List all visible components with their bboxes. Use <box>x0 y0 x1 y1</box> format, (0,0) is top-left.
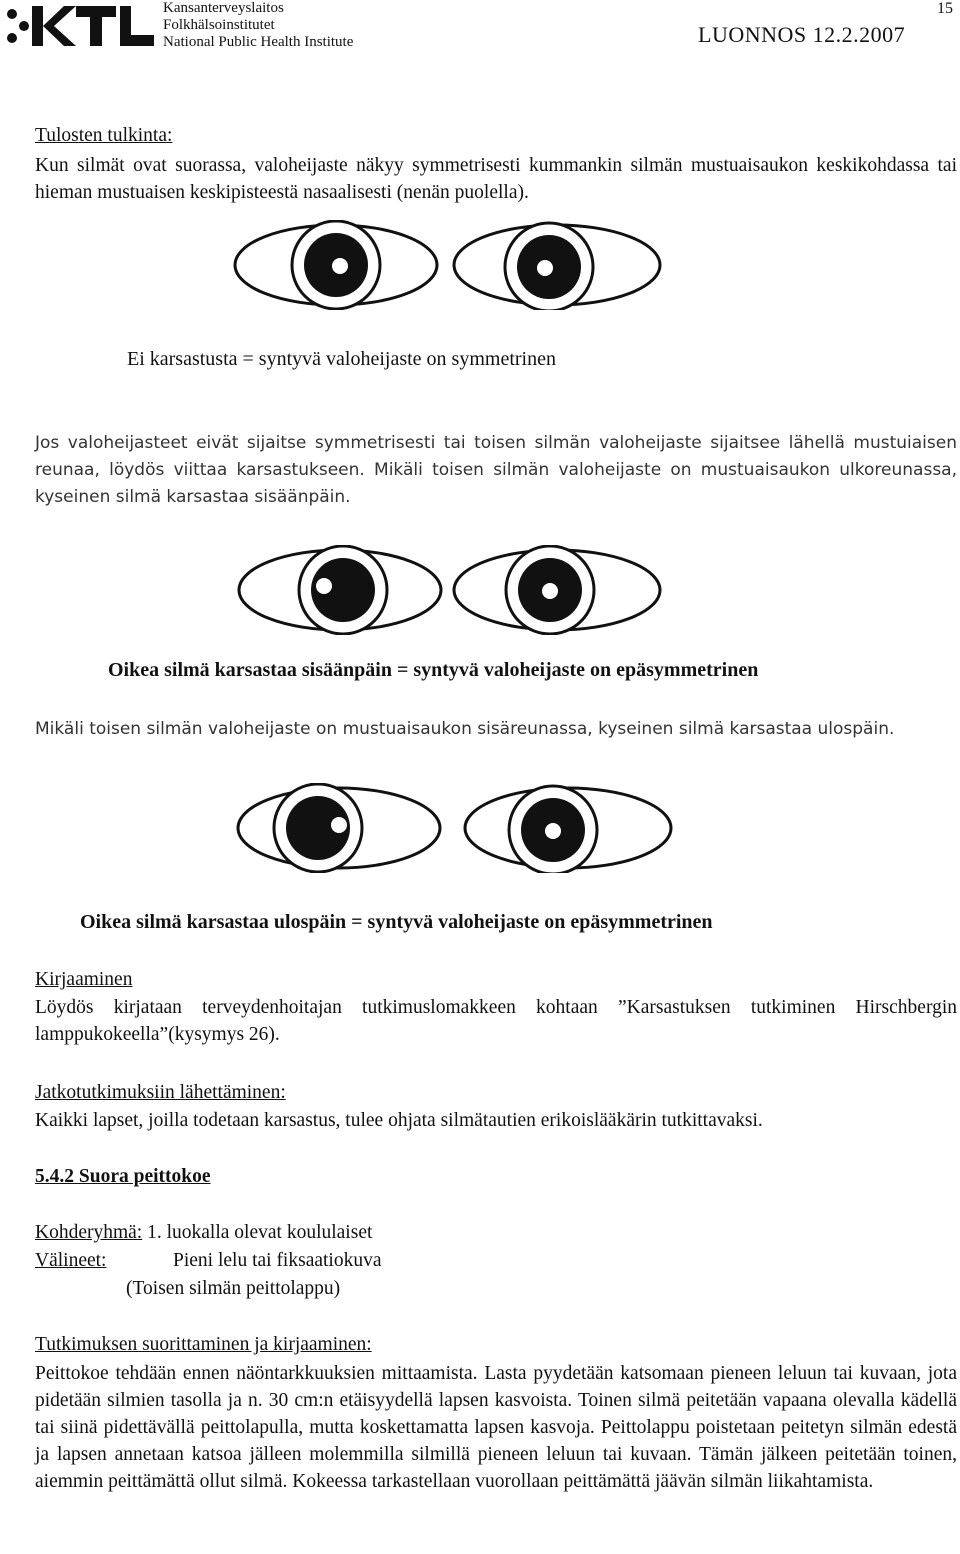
left-eye-icon <box>454 546 660 634</box>
tools-value-secondary: (Toisen silmän peittolappu) <box>126 1278 341 1299</box>
procedure-text: Peittokoe tehdään ennen näöntarkkuuksien mittaamista. Lasta pyydetään katsomaan pieneen leluun tai kuvaan, jota pidetään silmien tasolla ja n. 30 cm:n etäisyydellä lapsen kasvoista. Toinen silmä peitetään vapaana olevalla kädellä tai siinä pidettävällä peittolapulla, mutta koskettamatta lapsen kasvoja. Peittolappu poistetaan peitetyn silmän edestä ja lapsen annetaan katsoa jälleen molemmilla silmillä pieneen leluun tai kuvaan. Tämän jälkeen peitetään toinen, aiemmin peittämättä ollut silmä. Kokeessa tarkastellaan vuorollaan peittämättä jäävän silmän liikahtamista. <box>35 1363 957 1492</box>
procedure-heading: Tutkimuksen suorittaminen ja kirjaaminen: <box>35 1334 372 1355</box>
ktl-logo <box>6 2 158 50</box>
results-text: Kun silmät ovat suorassa, valoheijaste näkyy symmetrisesti kummankin silmän mustuaisaukon keskikohdassa tai hieman mustuaisen keskipisteestä nasaalisesti (nenän puolella). <box>35 155 957 203</box>
eyes-diagram-outward <box>236 783 682 873</box>
referral-heading: Jatkotutkimuksiin lähettäminen: <box>35 1082 286 1103</box>
outward-text: Mikäli toisen silmän valoheijaste on mustuaisaukon sisäreunassa, kyseinen silmä karsastaa ulospäin. <box>35 719 895 739</box>
caption-inward: Oikea silmä karsastaa sisäänpäin = syntyvä valoheijaste on epäsymmetrinen <box>108 659 759 681</box>
target-group <box>35 1219 372 1246</box>
eyes-diagram-symmetric <box>233 220 679 310</box>
institute-name-fi: Kansanterveyslaitos <box>163 0 284 16</box>
target-value: 1. luokalla olevat koululaiset <box>147 1222 373 1243</box>
institute-names <box>163 0 353 51</box>
right-eye-icon <box>239 546 441 634</box>
section-title: 5.4.2 Suora peittokoe <box>35 1166 211 1187</box>
institute-name-en: National Public Health Institute <box>163 34 354 50</box>
caption-symmetric: Ei karsastusta = syntyvä valoheijaste on symmetrinen <box>127 348 556 370</box>
institute-name-sv: Folkhälsoinstitutet <box>163 17 275 33</box>
recording-heading: Kirjaaminen <box>35 969 133 990</box>
recording-text: Löydös kirjataan terveydenhoitajan tutkimuslomakkeen kohtaan ”Karsastuksen tutkiminen Hirschbergin lamppukokeella”(kysymys 26). <box>35 997 957 1045</box>
draft-date: LUONNOS 12.2.2007 <box>698 22 906 47</box>
results-heading: Tulosten tulkinta: <box>35 125 173 146</box>
target-label: Kohderyhmä: <box>35 1222 143 1243</box>
asymmetry-text: Jos valoheijasteet eivät sijaitse symmetrisesti tai toisen silmän valoheijaste sijaitsee lähellä mustuiaisen reunaa, löydös viittaa karsastukseen. Mikäli toisen silmän valoheijaste on mustuaisaukon ulkoreunassa, kyseinen silmä karsastaa sisäänpäin. <box>35 433 957 507</box>
left-eye-icon <box>465 786 671 873</box>
tools-label: Välineet: <box>35 1250 107 1271</box>
left-eye-icon <box>454 223 660 310</box>
tools-value: Pieni lelu tai fiksaatiokuva <box>173 1250 382 1271</box>
right-eye-icon <box>238 784 440 872</box>
eyes-diagram-inward <box>237 545 683 635</box>
right-eye-icon <box>235 221 437 309</box>
caption-outward: Oikea silmä karsastaa ulospäin = syntyvä valoheijaste on epäsymmetrinen <box>80 911 713 933</box>
page-number: 15 <box>937 0 953 17</box>
referral-text: Kaikki lapset, joilla todetaan karsastus, tulee ohjata silmätautien erikoislääkärin tutkittavaksi. <box>35 1110 763 1131</box>
